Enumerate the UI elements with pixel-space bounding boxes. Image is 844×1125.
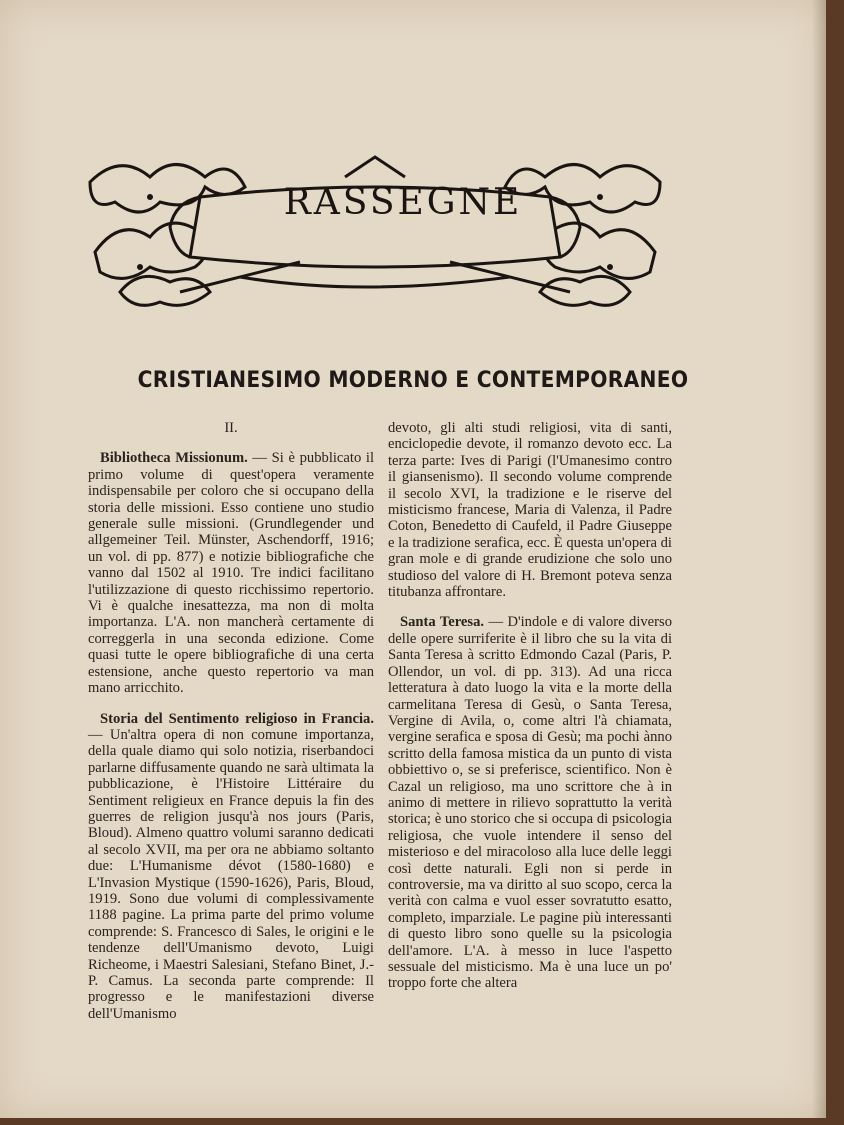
paragraph-storia xyxy=(88,711,374,1023)
page-title: CRISTIANESIMO MODERNO E CONTEMPORANEO xyxy=(137,368,689,393)
paragraph-heading: Bibliotheca Missionum. xyxy=(100,450,248,467)
paragraph-santa-teresa xyxy=(388,614,672,991)
paragraph-body: — Si è pubblicato il primo volume di quest'opera veramente indispensabile per coloro che si occupano della storia delle missioni. Esso contiene uno studio generale sulle missioni. (Grundlegender und allgemeiner Teil. Münster, Aschendorff, 1916; un vol. di pp. 877) e notizie bibliografiche che vanno dal 1502 al 1910. Tre indici facilitano l'utilizzazione di questo ricchissimo repertorio. Vi è qualche inesattezza, ma non di molta importanza. L'A. non mancherà certamente di correggerla in una seconda edizione. Come quasi tutte le opere bibliografiche di una certa estensione, anche questo repertorio va man mano arricchito. xyxy=(88,450,375,697)
left-column xyxy=(88,420,374,1022)
paragraph-continuation: devoto, gli alti studi religiosi, vita di santi, enciclopedie devote, il romanzo devoto ecc. La terza parte: Ives di Parigi (l'Umanesimo contro il giansenismo). Il secondo volume comprende il secolo XVI, la tradizione e le riserve del misticismo francese, Maria di Valenza, il Padre Coton, Benedetto di Caufeld, il Padre Giuseppe e la tradizione serafica, ecc. È questa un'opera di gran mole e di grande erudizione che solo uno studioso del valore di H. Bremont poteva senza titubanza affrontare. xyxy=(388,420,672,601)
paragraph-heading: Storia del Sentimento religioso in Francia. xyxy=(100,710,374,727)
paragraph-body: — D'indole e di valore diverso delle opere surriferite è il libro che su la vita di Santa Teresa à scritto Edmondo Cazal (Paris, P. Ollendor, un vol. di pp. 313). Ad una ricca letteratura à dato luogo la vita e la morte della carmelitana Teresa di Gesù, o Santa Teresa, Vergine di Avila, o, come altri l'à chiamata, vergine serafica e sposa di Gesù; ma pochi ànno scritto della famosa mistica da un punto di vista obbiettivo o, se si preferisce, scientifico. Non è Cazal un religioso, ma uno scrittore che à in animo di mettere in rilievo soprattutto la verità storica; è uno storico che si occupa di psicologia religiosa, che vuole intendere il senso del misterioso e del miracoloso alla luce delle leggi così dette naturali. Egli non si perde in controversie, ma va diritto al suo scopo, cerca la verità con calma e vuol esser sovratutto esatto, completo, imparziale. Le pagine più interessanti di questo libro sono quelle su la psicologia dell'amore. L'A. à messo in luce l'aspetto sessuale del misticismo. Ma è una luce un po' troppo forte che altera xyxy=(388,614,672,992)
section-numeral: II. xyxy=(224,420,238,436)
paragraph-body: — Un'altra opera di non comune importanza, della quale diamo qui solo notizia, riserbandoci parlarne diffusamente quando ne sarà ultimata la pubblicazione, è l'Histoire Littéraire du Sentiment religieux en France depuis la fin des guerres de religion jusqu'à nos jours (Paris, Bloud). Almeno quattro volumi saranno dedicati al secolo XVII, ma per ora ne abbiamo soltanto due: L'Humanisme dévot (1580-1680) e L'Invasion Mystique (1590-1626), Paris, Bloud, 1919. Sono due volumi di complessivamente 1188 pagine. La prima parte del primo volume comprende: S. Francesco di Sales, le origini e le tendenze dell'Umanismo devoto, Luigi Richeome, i Maestri Salesiani, Stefano Binet, J.-P. Camus. La seconda parte comprende: Il progresso e le manifestazioni diverse dell'Umanismo xyxy=(88,726,374,1022)
rassegne-banner xyxy=(80,142,670,312)
banner-word: RASSEGNE xyxy=(283,182,523,223)
paragraph-heading: Santa Teresa. xyxy=(400,614,485,631)
paragraph-bibliotheca xyxy=(88,450,374,696)
right-column xyxy=(388,420,672,992)
